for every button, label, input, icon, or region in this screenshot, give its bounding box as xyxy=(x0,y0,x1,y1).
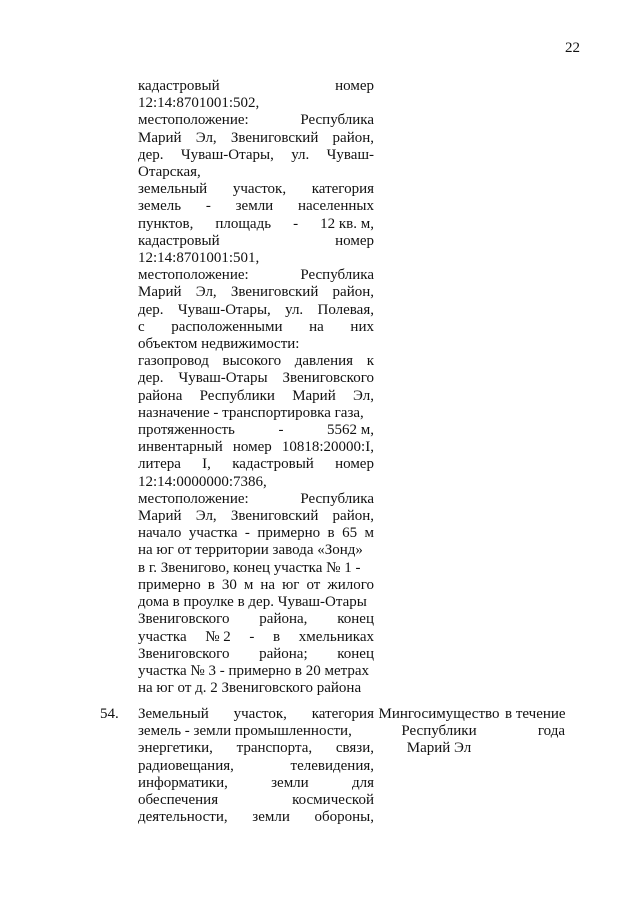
word: Эл, xyxy=(195,284,217,301)
word: конец xyxy=(337,611,374,628)
word: Эл, xyxy=(195,508,217,525)
organization-line: Республики xyxy=(401,723,477,740)
text-line xyxy=(138,758,374,775)
text-line xyxy=(138,181,374,198)
text-line: участка № 3 - примерно в 20 метрах xyxy=(138,662,370,679)
word: высокого xyxy=(222,353,282,370)
word: Полевая, xyxy=(317,301,374,318)
term-line: в течение xyxy=(505,706,566,722)
word: Чуваш- xyxy=(326,146,374,163)
word: Марий xyxy=(292,387,336,404)
word: литера xyxy=(138,456,181,473)
word: Звениговского xyxy=(282,370,374,387)
word: для xyxy=(351,774,374,791)
word: дер. xyxy=(138,370,164,387)
word: обеспечения xyxy=(138,792,219,809)
word: Марий xyxy=(138,284,182,301)
word: номер xyxy=(335,232,374,249)
word: Марий xyxy=(138,129,182,146)
word: на xyxy=(260,576,276,593)
word: дер. xyxy=(138,146,164,163)
word: земли xyxy=(235,198,274,215)
word: - xyxy=(278,422,284,439)
word: хмельниках xyxy=(298,628,374,645)
text-line xyxy=(138,78,374,95)
text-line xyxy=(138,130,374,147)
word: транспорта, xyxy=(236,740,313,757)
word: земли xyxy=(252,809,290,826)
word: района xyxy=(138,387,183,404)
word: Эл, xyxy=(195,129,217,146)
text-line xyxy=(138,233,374,250)
word: Звениговского xyxy=(138,611,230,628)
word: местоположение: xyxy=(138,112,249,129)
text-line xyxy=(138,577,374,594)
word: в xyxy=(207,576,215,593)
word: местоположение: xyxy=(138,267,249,284)
word: № 2 xyxy=(205,628,231,645)
word: кадастровый xyxy=(232,456,314,473)
word: ул. xyxy=(285,301,304,318)
word: Республика xyxy=(300,267,374,284)
text-line xyxy=(138,646,374,663)
word: 12 кв. м, xyxy=(320,215,374,232)
word: Чуваш-Отары, xyxy=(180,146,274,163)
text-line: объектом недвижимости: xyxy=(138,336,300,353)
text-line: Отарская, xyxy=(138,164,201,181)
text-line xyxy=(138,706,374,723)
word: номер xyxy=(232,439,272,456)
row-number: 54. xyxy=(100,706,119,722)
organization-line: Марий Эл xyxy=(406,740,472,757)
text-line xyxy=(138,525,374,542)
word: Звениговский xyxy=(230,508,319,525)
word: Республика xyxy=(300,112,374,129)
word: пунктов, xyxy=(138,215,194,232)
text-line xyxy=(138,629,374,646)
word: начало xyxy=(138,525,182,542)
text-line: 12:14:0000000:7386, xyxy=(138,473,267,490)
word: 30 xyxy=(221,576,237,593)
word: кадастровый xyxy=(138,232,220,249)
text-line xyxy=(138,319,374,336)
word: Республика xyxy=(300,490,374,507)
row-description xyxy=(138,706,374,826)
text-line xyxy=(138,112,374,129)
word: номер xyxy=(335,456,374,473)
word: газопровод xyxy=(138,353,209,370)
word: с xyxy=(138,318,145,335)
text-line xyxy=(138,147,374,164)
word: примерно xyxy=(138,576,201,593)
word: район, xyxy=(332,508,374,525)
word: площадь xyxy=(215,215,272,232)
word: земли xyxy=(271,774,309,791)
word: к xyxy=(366,353,374,370)
word: них xyxy=(350,318,374,335)
word: категория xyxy=(311,706,374,722)
text-line xyxy=(138,775,374,792)
word: номер xyxy=(335,78,374,94)
text-line: на юг от д. 2 Звениговского района xyxy=(138,680,362,697)
word: обороны, xyxy=(314,809,374,826)
word: в xyxy=(327,525,335,542)
word: радиовещания, xyxy=(138,757,234,774)
text-line xyxy=(138,508,374,525)
word: расположенными xyxy=(171,318,283,335)
word: населенных xyxy=(298,198,374,215)
word: Эл, xyxy=(353,387,374,404)
word: I, xyxy=(202,456,211,473)
word: района; xyxy=(259,645,308,662)
word: Марий xyxy=(138,508,182,525)
word: 10818:20000:I, xyxy=(281,439,374,456)
word: участка xyxy=(188,525,238,542)
organization-line: Мингосимущество xyxy=(378,706,500,722)
text-line xyxy=(138,456,374,473)
word: - xyxy=(249,628,255,645)
word: 5562 м, xyxy=(327,422,374,439)
text-line: земель - земли промышленности, xyxy=(138,723,352,740)
word: жилого xyxy=(327,576,374,593)
word: информатики, xyxy=(138,774,228,791)
word: Республики xyxy=(199,387,275,404)
text-line xyxy=(138,792,374,809)
word: на xyxy=(309,318,324,335)
text-line xyxy=(138,491,374,508)
word: юг xyxy=(282,576,300,593)
word: телевидения, xyxy=(290,757,374,774)
page-number: 22 xyxy=(565,40,580,56)
text-line xyxy=(138,388,374,405)
word: Чуваш-Отары xyxy=(178,370,268,387)
text-line: 12:14:8701001:501, xyxy=(138,250,260,267)
row-term xyxy=(505,706,565,740)
word: от xyxy=(306,576,321,593)
word: дер. xyxy=(138,301,164,318)
word: - xyxy=(244,525,250,542)
text-line xyxy=(138,267,374,284)
word: ул. xyxy=(291,146,310,163)
term-line: года xyxy=(537,723,565,740)
text-line xyxy=(138,439,374,456)
word: местоположение: xyxy=(138,490,249,507)
word: - xyxy=(205,198,211,215)
word: космической xyxy=(292,792,374,809)
word: Звениговский xyxy=(230,129,319,146)
text-line xyxy=(138,422,374,439)
word: категория xyxy=(311,181,374,198)
word: связи, xyxy=(335,740,374,757)
word: м xyxy=(364,525,374,542)
word: деятельности, xyxy=(138,809,228,826)
word: земель xyxy=(138,198,182,215)
text-line: на юг от территории завода «Зонд» xyxy=(138,542,363,559)
word: протяженность xyxy=(138,422,235,439)
word: участка xyxy=(138,628,187,645)
word: в xyxy=(273,628,281,645)
word: кадастровый xyxy=(138,78,220,94)
text-line: дома в проулке в дер. Чуваш-Отары xyxy=(138,594,367,611)
word: участок, xyxy=(232,181,287,198)
word: Звениговский xyxy=(230,284,319,301)
word: - xyxy=(293,215,299,232)
continuation-description xyxy=(138,78,374,697)
word: район, xyxy=(332,284,374,301)
word: давления xyxy=(294,353,354,370)
word: м xyxy=(243,576,254,593)
text-line xyxy=(138,611,374,628)
text-line xyxy=(138,370,374,387)
word: конец xyxy=(337,645,374,662)
word: 65 xyxy=(342,525,358,542)
text-line: 12:14:8701001:502, xyxy=(138,95,260,112)
text-line xyxy=(138,353,374,370)
row-organization xyxy=(377,706,501,758)
text-line xyxy=(138,198,374,215)
word: район, xyxy=(332,129,374,146)
word: района, xyxy=(259,611,308,628)
word: энергетики, xyxy=(138,740,213,757)
text-line: назначение - транспортировка газа, xyxy=(138,404,364,421)
text-line xyxy=(138,284,374,301)
word: примерно xyxy=(257,525,321,542)
text-line xyxy=(138,809,374,826)
text-line xyxy=(138,740,374,757)
word: участок, xyxy=(233,706,287,722)
word: Звениговского xyxy=(138,645,230,662)
text-line xyxy=(138,302,374,319)
text-line: в г. Звенигово, конец участка № 1 - xyxy=(138,559,361,576)
word: инвентарный xyxy=(138,439,223,456)
word: земельный xyxy=(138,181,208,198)
word: Чуваш-Отары, xyxy=(177,301,271,318)
text-line xyxy=(138,216,374,233)
word: Земельный xyxy=(138,706,209,722)
